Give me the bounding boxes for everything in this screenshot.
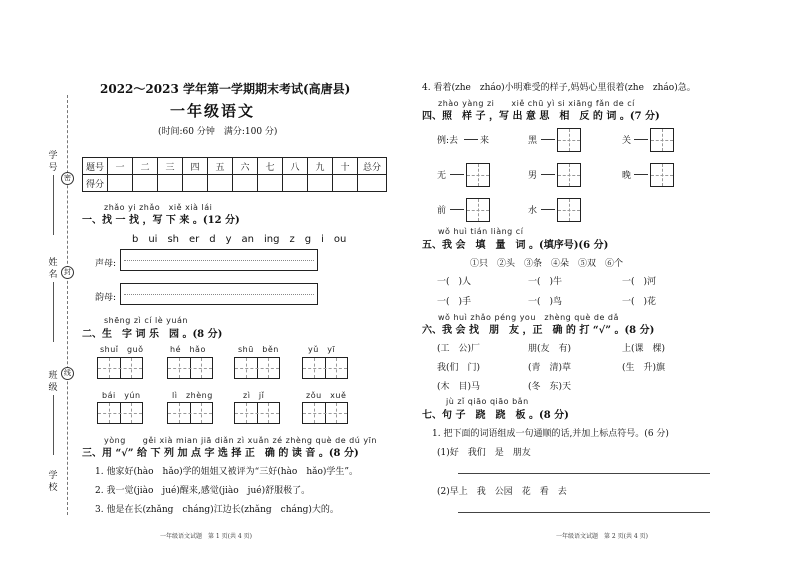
dash xyxy=(541,174,555,175)
q7-sentence-2: (2)早上 我 公园 花 看 去 xyxy=(437,487,567,497)
q4-example-answer: 来 xyxy=(480,136,490,146)
footer-left: 一年级语文试题 第 1 页(共 4 页) xyxy=(160,533,252,540)
q2-py-7: zì jǐ xyxy=(243,391,265,400)
dash xyxy=(464,139,478,140)
q6-item[interactable]: (工 公)厂 xyxy=(437,344,481,354)
label-yunmu: 韵母: xyxy=(95,293,117,303)
score-header-cell: 五 xyxy=(208,158,233,175)
q2-grid[interactable] xyxy=(302,402,348,424)
dash xyxy=(634,139,648,140)
q4-answer-cell[interactable] xyxy=(557,163,581,187)
score-cell[interactable] xyxy=(208,175,233,192)
score-cell[interactable] xyxy=(308,175,333,192)
q3-sentence-4: 4. 看着(zhe zháo)小明难受的样子,妈妈心里很着(zhe zháo)急。 xyxy=(422,83,696,93)
score-cell[interactable] xyxy=(258,175,283,192)
score-header-cell: 六 xyxy=(233,158,258,175)
score-header-cell: 题号 xyxy=(83,158,108,175)
shengmu-answer-box[interactable] xyxy=(120,249,318,271)
q2-py-6: lì zhèng xyxy=(172,391,213,400)
seal-mi: 密 xyxy=(61,172,74,185)
score-cell[interactable] xyxy=(133,175,158,192)
q2-grid[interactable] xyxy=(97,402,143,424)
q5-title: 五、我 会 填 量 词 。(填序号)(6 分) xyxy=(422,240,609,251)
dash xyxy=(541,139,555,140)
q6-pinyin: wǒ huì zhǎo péng you zhèng què de dǎ xyxy=(438,313,619,322)
q4-mid-3: 水 xyxy=(528,206,538,216)
q4-answer-cell[interactable] xyxy=(466,198,490,222)
exam-meta: (时间:60 分钟 满分:100 分) xyxy=(158,127,278,137)
label-xingming: 姓名 xyxy=(48,258,58,280)
label-xuexiao: 学校 xyxy=(48,471,58,493)
q2-pinyin: shēng zì cí lè yuán xyxy=(104,316,188,325)
q4-left-1: 无 xyxy=(437,171,447,181)
score-cell[interactable] xyxy=(183,175,208,192)
q2-py-4: yǔ yī xyxy=(308,345,336,354)
q6-item[interactable]: (冬 东)天 xyxy=(528,382,572,392)
q3-title: 三、用 “√” 给 下 列 加 点 字 选 择 正 确 的 读 音 。(8 分) xyxy=(82,448,359,459)
xuexiao-line xyxy=(53,395,54,455)
q1-title: 一、找 一 找 ，写 下 来 。(12 分) xyxy=(82,215,240,226)
q3-sentence-1: 1. 他家好(hào hǎo)学的姐姐又被评为“三好(hào hǎo)学生”。 xyxy=(95,467,359,477)
q2-py-5: bái yún xyxy=(102,391,141,400)
footer-right: 一年级语文试题 第 2 页(共 4 页) xyxy=(556,533,648,540)
score-header-cell: 二 xyxy=(133,158,158,175)
score-header-cell: 三 xyxy=(158,158,183,175)
q2-grid[interactable] xyxy=(167,402,213,424)
q7-title: 七、句 子 跷 跷 板 。(8 分) xyxy=(422,410,569,421)
yunmu-answer-box[interactable] xyxy=(120,283,318,305)
q5-item[interactable]: 一( )花 xyxy=(622,297,657,307)
q4-pinyin: zhào yàng zi xiě chū yì si xiāng fǎn de cí xyxy=(438,99,635,108)
q6-title: 六、我 会 找 朋 友 ，正 确 的 打 “√” 。(8 分) xyxy=(422,325,655,336)
subject-title: 一年级语文 xyxy=(170,102,256,120)
q4-right-2: 晚 xyxy=(622,171,632,181)
dash xyxy=(450,209,464,210)
label-shengmu: 声母: xyxy=(95,259,117,269)
score-header-cell: 一 xyxy=(108,158,133,175)
score-header-cell: 九 xyxy=(308,158,333,175)
binding-dashed-line xyxy=(67,95,68,515)
q4-answer-cell[interactable] xyxy=(557,128,581,152)
xingming-line xyxy=(53,282,54,342)
q2-grid[interactable] xyxy=(167,357,213,379)
answer-line[interactable] xyxy=(458,473,710,474)
score-table xyxy=(82,157,387,192)
score-cell[interactable] xyxy=(233,175,258,192)
q6-item[interactable]: 上(课 棵) xyxy=(622,344,666,354)
exam-title: 2022～2023 学年第一学期期末考试(高唐县) xyxy=(100,82,351,96)
score-cell[interactable] xyxy=(108,175,133,192)
q4-example-label: 例:去 xyxy=(437,136,459,146)
q2-py-1: shuǐ guǒ xyxy=(100,345,144,354)
q4-left-2: 前 xyxy=(437,206,447,216)
q4-right-1: 关 xyxy=(622,136,632,146)
q7-sentence-1: (1)好 我们 是 朋友 xyxy=(437,448,531,458)
q2-grid[interactable] xyxy=(234,402,280,424)
q5-item[interactable]: 一( )鸟 xyxy=(528,297,563,307)
q5-item[interactable]: 一( )手 xyxy=(437,297,472,307)
q4-mid-2: 男 xyxy=(528,171,538,181)
q7-pinyin: jù zǐ qiāo qiāo bǎn xyxy=(446,397,529,406)
label-xuehao: 学号 xyxy=(48,151,58,173)
score-cell[interactable] xyxy=(333,175,358,192)
q4-title: 四、照 样 子 ，写 出 意 思 相 反 的 词 。(7 分) xyxy=(422,111,660,122)
q6-item[interactable]: (木 目)马 xyxy=(437,382,481,392)
q4-answer-cell[interactable] xyxy=(466,163,490,187)
q7-sub1: 1. 把下面的词语组成一句通顺的话,并加上标点符号。(6 分) xyxy=(432,429,669,439)
score-cell[interactable] xyxy=(283,175,308,192)
answer-line[interactable] xyxy=(458,512,710,513)
q2-grid[interactable] xyxy=(302,357,348,379)
q4-answer-cell[interactable] xyxy=(650,163,674,187)
q6-item[interactable]: (青 清)草 xyxy=(528,363,572,373)
seal-xian: 线 xyxy=(61,367,74,380)
q6-item[interactable]: 朋(友 有) xyxy=(528,344,572,354)
xuehao-line xyxy=(53,175,54,235)
q3-sentence-2: 2. 我一觉(jiào jué)醒来,感觉(jiào jué)舒服极了。 xyxy=(95,486,311,496)
q4-answer-cell[interactable] xyxy=(650,128,674,152)
score-cell[interactable] xyxy=(358,175,387,192)
q5-item[interactable]: 一( )人 xyxy=(437,277,472,287)
q2-py-2: hé hǎo xyxy=(170,345,206,354)
q6-item[interactable]: 我(们 门) xyxy=(437,363,481,373)
q3-pinyin: yòng gěi xià mian jiā diǎn zì xuǎn zé zhèng què de dú yīn xyxy=(104,436,377,445)
q5-pinyin: wǒ huì tián liàng cí xyxy=(438,227,524,236)
score-header-cell: 八 xyxy=(283,158,308,175)
q2-title: 二、生 字 词 乐 园 。(8 分) xyxy=(82,329,223,340)
q4-answer-cell[interactable] xyxy=(557,198,581,222)
q2-py-3: shū běn xyxy=(238,345,279,354)
q2-py-8: zǒu xuě xyxy=(306,391,347,400)
score-header-cell: 四 xyxy=(183,158,208,175)
score-header-cell: 七 xyxy=(258,158,283,175)
q2-grid[interactable] xyxy=(97,357,143,379)
q5-options: ①只 ②头 ③条 ④朵 ⑤双 ⑥个 xyxy=(470,259,624,269)
q5-item[interactable]: 一( )牛 xyxy=(528,277,563,287)
q1-letters: b ui sh er d y an ing z g i ou xyxy=(132,234,347,245)
q2-grid[interactable] xyxy=(234,357,280,379)
dash xyxy=(634,174,648,175)
q6-item[interactable]: (生 升)旗 xyxy=(622,363,666,373)
score-header-cell: 总分 xyxy=(358,158,387,175)
seal-feng: 封 xyxy=(61,266,74,279)
q3-sentence-3: 3. 他是在长(zhǎng cháng)江边长(zhǎng cháng)大的。 xyxy=(95,505,339,515)
dash xyxy=(541,209,555,210)
q5-item[interactable]: 一( )河 xyxy=(622,277,657,287)
q4-mid-1: 黑 xyxy=(528,136,538,146)
score-row-label: 得分 xyxy=(83,175,108,192)
score-cell[interactable] xyxy=(158,175,183,192)
label-banji: 班级 xyxy=(48,371,58,393)
q1-pinyin: zhǎo yi zhǎo xiě xià lái xyxy=(104,203,213,212)
score-header-cell: 十 xyxy=(333,158,358,175)
dash xyxy=(450,174,464,175)
